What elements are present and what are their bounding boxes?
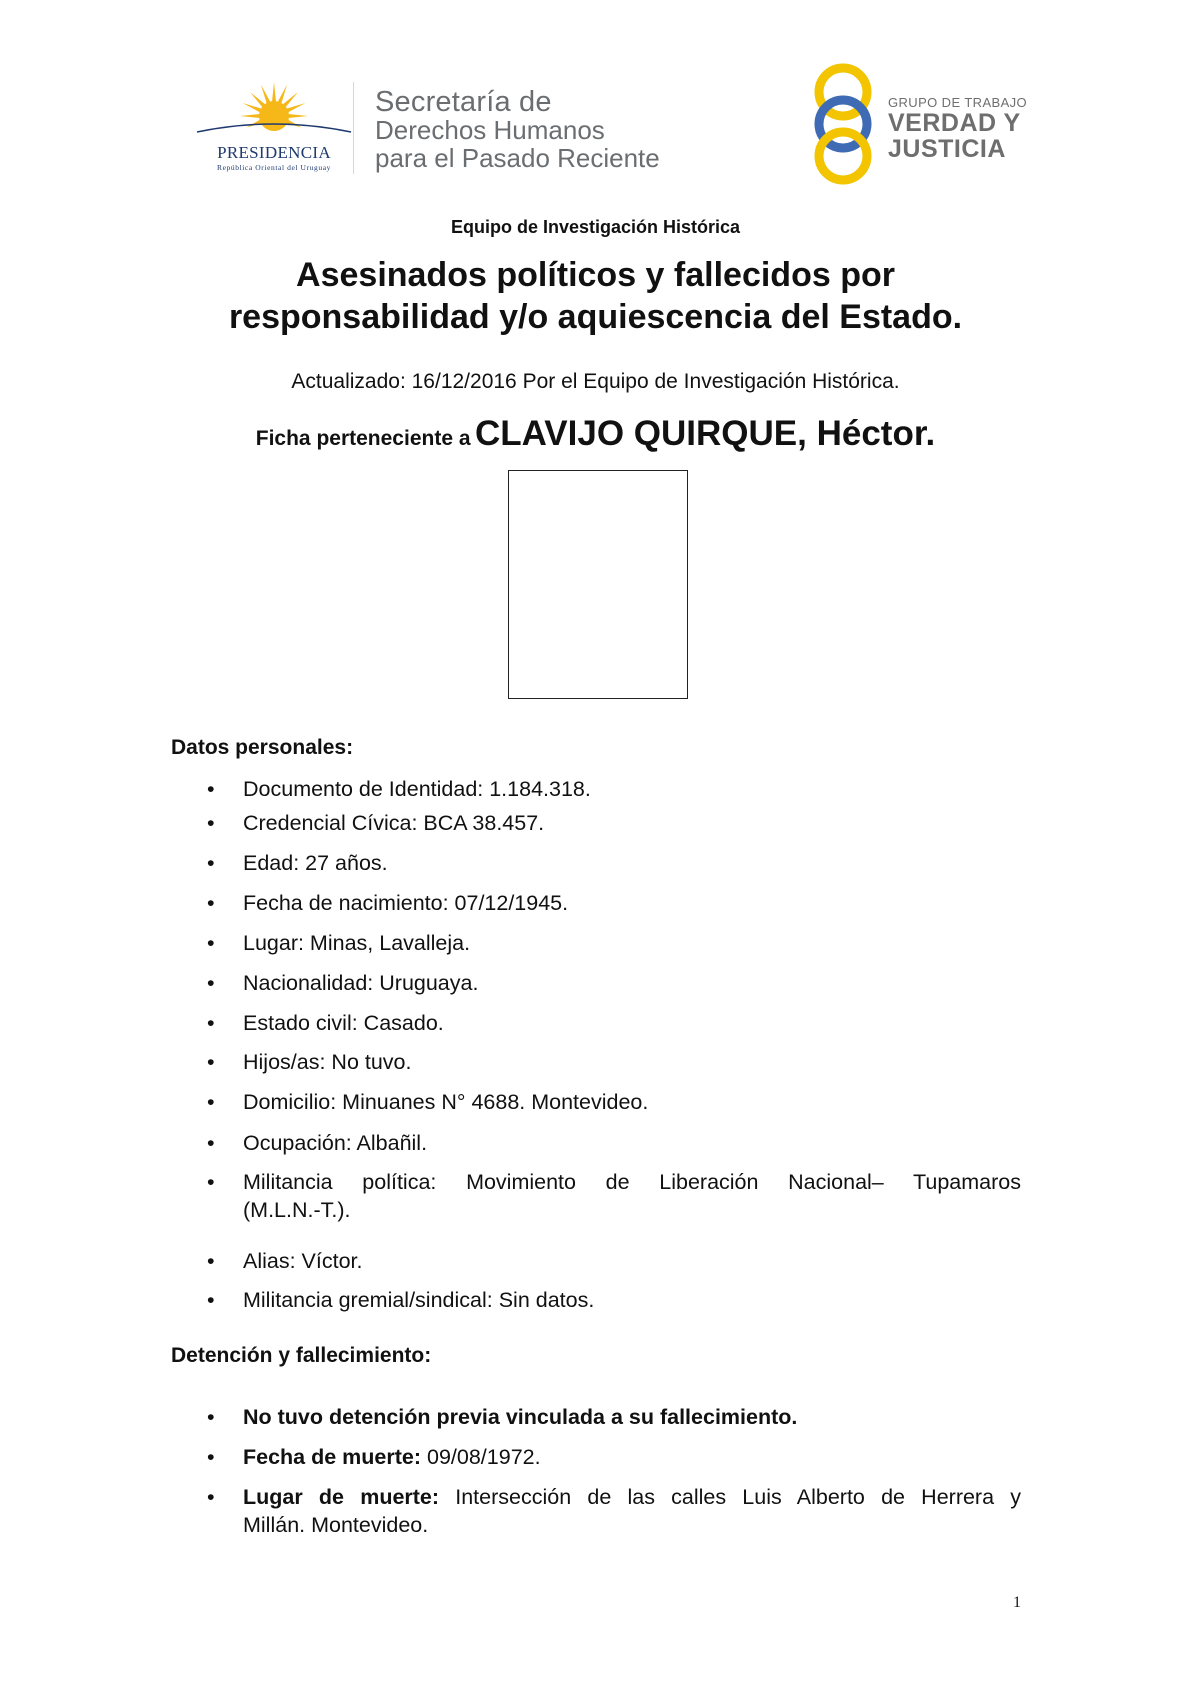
militancia-line-2: (M.L.N.-T.). [243,1198,351,1222]
militancia-line-1: Militancia política: Movimiento de Liberación Nacional– Tupamaros [243,1170,1021,1194]
grupo-line-2: VERDAD Y [888,109,1021,137]
bullet: • [207,971,215,995]
updated-line: Actualizado: 16/12/2016 Por el Equipo de Investigación Histórica. [291,370,900,393]
bullet: • [207,1288,215,1312]
datos-item-text: Credencial Cívica: BCA 38.457. [243,811,545,835]
lugar-muerte-value-1: Intersección de las calles Luis Alberto de Herrera y [439,1485,1021,1509]
grupo-line-1: GRUPO DE TRABAJO [888,95,1028,110]
lugar-muerte-line-2: Millán. Montevideo. [243,1513,429,1537]
page-number: 1 [1013,1594,1021,1611]
document-title [0,254,1191,338]
photo-placeholder [508,470,688,699]
verdad-justicia-text [888,95,1027,162]
team-name: Equipo de Investigación Histórica [450,217,741,237]
datos-item-text: Edad: 27 años. [243,851,388,875]
person-name: CLAVIJO QUIRQUE, Héctor. [474,414,936,453]
datos-item-text: Ocupación: Albañil. [243,1131,428,1155]
bullet: • [207,811,215,835]
datos-item-text: Domicilio: Minuanes N° 4688. Montevideo. [243,1090,649,1114]
presidencia-name: PRESIDENCIA [217,143,331,162]
title-line-1: Asesinados políticos y fallecidos por [296,256,895,294]
secretaria-logo-text [375,88,660,172]
datos-item-text: Alias: Víctor. [243,1249,363,1273]
bullet: • [207,891,215,915]
bullet: • [207,1170,215,1194]
bullet: • [207,1485,215,1509]
bullet: • [207,1445,215,1469]
ficha-heading [0,414,1191,454]
secretaria-line-2: Derechos Humanos [375,115,605,145]
datos-heading: Datos personales: [171,736,354,759]
logo-divider [353,82,354,174]
fecha-muerte-label: Fecha de muerte: [243,1445,422,1469]
title-line-2: responsabilidad y/o aquiescencia del Estado. [228,298,963,336]
lugar-muerte-line-1 [243,1483,1021,1511]
bullet: • [207,1090,215,1114]
secretaria-line-3: para el Pasado Reciente [375,143,660,173]
lugar-muerte-label: Lugar de muerte: [243,1485,440,1509]
bullet: • [207,1011,215,1035]
detencion-previa-text: No tuvo detención previa vinculada a su fallecimiento. [243,1405,798,1429]
datos-item-text: Lugar: Minas, Lavalleja. [243,931,471,955]
bullet: • [207,1131,215,1155]
secretaria-line-1: Secretaría de [375,86,552,118]
detencion-heading: Detención y fallecimiento: [171,1344,432,1367]
lugar-muerte [243,1483,1021,1539]
datos-item-text: Hijos/as: No tuvo. [243,1050,412,1074]
presidencia-subtitle: República Oriental del Uruguay [216,163,331,172]
bullet: • [207,851,215,875]
grupo-line-3: JUSTICIA [888,135,1006,163]
datos-item-text: Militancia gremial/sindical: Sin datos. [243,1288,595,1312]
bullet: • [207,1249,215,1273]
bullet: • [207,1050,215,1074]
bullet: • [207,777,215,801]
datos-item-text: Fecha de nacimiento: 07/12/1945. [243,891,569,915]
bullet: • [207,1405,215,1429]
fecha-muerte-value: 09/08/1972. [421,1445,541,1469]
datos-item-text: Nacionalidad: Uruguaya. [243,971,479,995]
militancia-item [243,1168,1021,1224]
datos-item-text: Estado civil: Casado. [243,1011,444,1035]
fecha-muerte [243,1443,1021,1471]
datos-item-text: Documento de Identidad: 1.184.318. [243,777,591,801]
ficha-prefix: Ficha perteneciente a [255,427,471,450]
detencion-previa [243,1403,1021,1431]
bullet: • [207,931,215,955]
